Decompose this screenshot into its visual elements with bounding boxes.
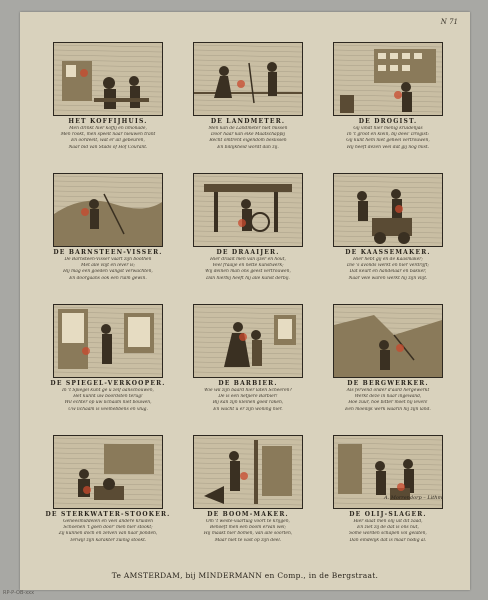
verse-line: Veel fraaije en nette kunstwerk; — [212, 263, 284, 269]
verse-line: Wil echter op uw lichaam niet bouwen, — [64, 400, 152, 406]
woodcut-illustration — [53, 435, 163, 509]
verse-line: Some worden schapen vol gelaten, — [349, 531, 427, 537]
verse-line: Dat keurt en handelaar en bakker, — [349, 269, 427, 275]
verse-line: Men drinkt hier koffij en limonade, — [69, 126, 147, 131]
print-panel — [184, 304, 312, 429]
verse-line: Naar bid van Stads of Hof Courant. — [68, 144, 148, 150]
verse-line: Hier draait men van ijzer en hout, — [210, 257, 286, 262]
verse-line: Een moeilijk werk waarin hij zijn land. — [345, 406, 431, 412]
print-panel — [184, 173, 312, 298]
verse-line: Maar niet te vast op zijn deel. — [214, 537, 282, 543]
verse-line: En wacht u er zijn woning hier. — [213, 406, 283, 412]
verse-line: Hij maakt hier bomen, van alle soorten, — [203, 531, 293, 537]
panel-caption: DE SPIEGEL-VERKOOPER. — [50, 380, 166, 387]
panel-caption: DE KAASSEMAKER. — [345, 249, 431, 256]
verse-line: Geneesmiddelen en veel andere kruiden — [63, 519, 153, 524]
verse-line: Terwijl zijn karakter zuinig stookt. — [69, 537, 147, 543]
verse-line: En ziet zij de dat is ons nut, — [357, 525, 419, 531]
print-panel — [184, 435, 312, 560]
verse-line: Hier slaat men olij uit dit zaad, — [353, 519, 423, 524]
panel-caption: DE DROGIST. — [358, 118, 418, 125]
verse-line: En doorgaans ook een ruim gewin. — [69, 275, 147, 281]
woodcut-illustration — [53, 173, 163, 247]
verse-line: De is een netjiere Barbier! — [218, 394, 278, 400]
print-panel — [324, 304, 452, 429]
verse-line: Hoe zuur, hoe bitter moet hij leven! — [348, 400, 428, 406]
verse-line: Naar vele waren werkt hij zijn vlijt. — [348, 275, 428, 281]
verse-line: Het kunnt uw boordsten terug! — [73, 394, 143, 400]
verse-line: Gij kunt hem niet geheel vertrouwen, — [346, 138, 430, 144]
verse-line: Zij kunnen doch en zelven van haar ponden, — [58, 531, 158, 537]
verse-line: De Barnsteen-Visser vaart zijn boothen — [64, 257, 152, 262]
verse-line: Schoenen 't goen door' men hier stookt; — [63, 525, 153, 531]
print-sheet — [20, 12, 470, 590]
verse-line: Werkt deze in haar ingewand, — [354, 394, 422, 400]
verse-line: Wij deinen man ons geest vertrouwen, — [205, 269, 291, 275]
woodcut-illustration — [53, 304, 163, 378]
panel-grid — [44, 42, 452, 560]
print-panel — [184, 42, 312, 167]
woodcut-illustration — [53, 42, 163, 116]
verse-line: En billijkheid wordt dan zij. — [217, 144, 279, 150]
print-panel — [44, 42, 172, 167]
artist-signature: A. Morrendorp – Lithm — [384, 495, 443, 501]
verse-line: En oordeelt, wat er all gebeuren, — [71, 138, 145, 144]
woodcut-illustration — [333, 42, 443, 116]
verse-line: Wie wil zijn baard hier laten Scheeren? — [204, 388, 292, 393]
woodcut-illustration — [333, 304, 443, 378]
verse-line: Hier hebt gij en de Kaasmaker; — [353, 257, 423, 262]
print-panel — [44, 304, 172, 429]
panel-caption: DE LANDMETER. — [210, 118, 286, 125]
print-panel — [44, 435, 172, 560]
verse-line: Als fervend onder d'aard hergewerkt — [346, 388, 430, 393]
publisher-footer: Te AMSTERDAM, bij MINDERMANN en Comp., in de Bergstraat. — [111, 571, 379, 580]
panel-caption: DE BOOM-MAKER. — [207, 511, 289, 518]
verse-line: Behoeft men een boom ervan wel; — [210, 525, 286, 531]
woodcut-illustration — [333, 173, 443, 247]
panel-caption: DE BARBIER. — [218, 380, 278, 387]
panel-caption: DE OLIJ-SLAGER. — [349, 511, 427, 518]
verse-line: Men rookt, men speelt naar nieuwen trant — [60, 132, 156, 138]
verse-line: Die 's avonds werkt en hier verdrijft; — [347, 263, 429, 269]
panel-caption: DE STERKWATER-STOOKER. — [45, 511, 171, 518]
verse-line: Recht omtrent eigendom beslissen — [209, 138, 287, 144]
inventory-number: RP-P-OB-xxx — [3, 590, 35, 596]
woodcut-illustration — [193, 304, 303, 378]
print-panel — [44, 173, 172, 298]
panel-caption: DE BARNSTEEN-VISSER. — [53, 249, 163, 256]
verse-line: Hij heeft dezen veel dat gij nog mist. — [346, 144, 430, 150]
verse-line: Dan eindelijk dat is maar nodig al. — [349, 537, 427, 543]
verse-line: In 't Spiegel kunt ge u zelf aanschouwen, — [62, 388, 154, 393]
verse-line: Door haar kan elke Maatschappij — [210, 132, 286, 138]
woodcut-illustration — [193, 173, 303, 247]
page-number: N 71 — [440, 18, 458, 26]
woodcut-illustration — [193, 42, 303, 116]
verse-line: Bij kan zijn kleinen goed raken, — [212, 400, 284, 406]
verse-line: Men kan de Landmeter niet missen — [208, 126, 288, 131]
verse-line: Hij mag een goeden vangst verwachten, — [63, 269, 153, 275]
panel-caption: DE BERGWERKER. — [347, 380, 429, 387]
verse-line: Om 't weste-vaartuig voort te krijgen, — [206, 519, 290, 524]
print-panel — [324, 42, 452, 167]
verse-line: Dan hierbij heeft hij alle kunst derbij. — [206, 275, 290, 281]
verse-line: In 't groot en klein, bij dees' Drogist: — [347, 132, 429, 138]
panel-caption: HET KOFFIJHUIS. — [68, 118, 148, 125]
print-panel — [324, 173, 452, 298]
verse-line: Gij vindt hier menig kruidenjas — [353, 126, 423, 131]
panel-caption: DE DRAAIJER. — [216, 249, 280, 256]
verse-line: Met alle vlijt en lever is; — [80, 263, 136, 269]
print-panel — [324, 435, 452, 560]
verse-line: Uw lichaam is veelhebbens en vlug. — [68, 406, 148, 412]
woodcut-illustration — [193, 435, 303, 509]
